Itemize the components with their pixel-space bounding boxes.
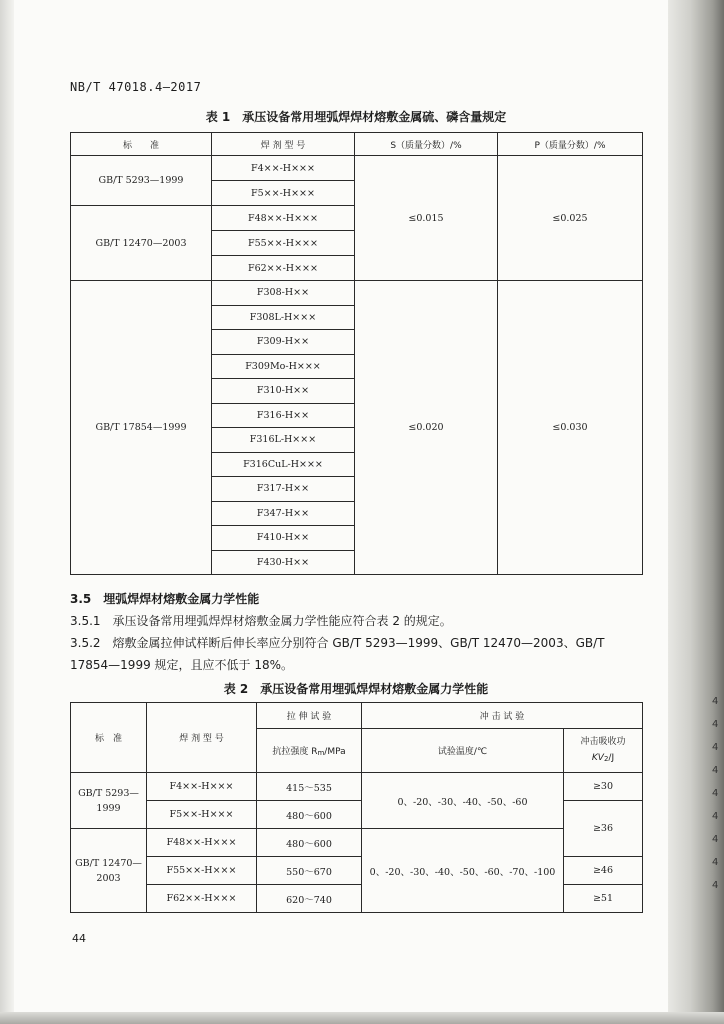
section-3-5-heading: 3.5 埋弧焊焊材熔敷金属力学性能: [70, 592, 260, 606]
table1-model-cell: F310-H××: [212, 379, 355, 404]
table2-tensile-cell: 415～535: [257, 773, 362, 801]
table2-header-tensile: 拉 伸 试 验: [257, 703, 362, 729]
table1-model-cell: F430-H××: [212, 550, 355, 575]
impact-energy-symbol: KV: [591, 753, 604, 763]
table1-header-model: 焊 剂 型 号: [212, 133, 355, 156]
table2-header-impact-temp: 试验温度/℃: [362, 729, 564, 773]
table1-model-cell: F317-H××: [212, 477, 355, 502]
scan-edge-bottom: [0, 1012, 724, 1024]
paragraph-3-5-2-line1: 3.5.2 熔敷金属拉伸试样断后伸长率应分别符合 GB/T 5293—1999、GB/T 12470—2003、GB/T: [70, 636, 605, 650]
table1-model-cell: F5××-H×××: [212, 181, 355, 206]
edge-mark: 4: [712, 696, 719, 707]
table2-standard-cell: [71, 773, 147, 829]
table2-caption: 表 2 承压设备常用埋弧焊焊材熔敷金属力学性能: [223, 682, 489, 696]
table2-tensile-cell: 480～600: [257, 829, 362, 857]
table2-standard-cell: [71, 829, 147, 913]
tensile-strength-subscript: m: [317, 749, 325, 757]
edge-mark: 4: [712, 857, 719, 868]
tensile-strength-unit: /MPa: [324, 747, 346, 757]
table2-tensile-cell: 480～600: [257, 801, 362, 829]
paragraph-3-5-1: 3.5.1 承压设备常用埋弧焊焊材熔敷金属力学性能应符合表 2 的规定。: [70, 614, 452, 628]
table1-standard-cell: GB/T 17854—1999: [71, 281, 212, 575]
impact-energy-suffix: /J: [608, 753, 615, 763]
standard-line: GB/T 5293—: [78, 787, 139, 799]
edge-mark: 4: [712, 742, 719, 753]
table2: [70, 702, 643, 913]
table2-model-cell: F4××-H×××: [147, 773, 257, 801]
table1-model-cell: F55××-H×××: [212, 231, 355, 256]
table1: [70, 132, 643, 575]
table2-energy-cell: ≥51: [564, 885, 643, 913]
table1-model-cell: F4××-H×××: [212, 156, 355, 181]
paragraph-3-5-2-line2: 17854—1999 规定，且应不低于 18%。: [70, 658, 294, 672]
table2-model-cell: F55××-H×××: [147, 857, 257, 885]
table1-standard-cell: GB/T 5293—1999: [71, 156, 212, 206]
table1-caption: 表 1 承压设备常用埋弧焊焊材熔敷金属硫、磷含量规定: [205, 110, 507, 124]
table1-model-cell: F308-H××: [212, 281, 355, 306]
table-row: [71, 829, 643, 857]
standard-line: 2003: [96, 872, 121, 884]
edge-marks: [712, 690, 722, 920]
table2-tensile-cell: 550～670: [257, 857, 362, 885]
table2-header-model: 焊 剂 型 号: [147, 703, 257, 773]
table1-p-cell: ≤0.025: [498, 156, 643, 281]
edge-mark: 4: [712, 719, 719, 730]
impact-energy-label: 冲击吸收功: [580, 737, 626, 747]
table1-standard-cell: GB/T 12470—2003: [71, 206, 212, 281]
table2-header-row: [71, 703, 643, 729]
standard-line: 1999: [96, 802, 121, 814]
table1-model-cell: F316-H××: [212, 403, 355, 428]
edge-mark: 4: [712, 811, 719, 822]
table1-model-cell: F316L-H×××: [212, 428, 355, 453]
edge-mark: 4: [712, 788, 719, 799]
table-row: [71, 281, 643, 306]
table1-p-cell: ≤0.030: [498, 281, 643, 575]
edge-mark: 4: [712, 765, 719, 776]
table2-header-standard: 标 准: [71, 703, 147, 773]
table1-model-cell: F410-H××: [212, 526, 355, 551]
table1-model-cell: F309Mo-H×××: [212, 354, 355, 379]
table1-model-cell: F316CuL-H×××: [212, 452, 355, 477]
impact-energy-subscript: 2: [603, 755, 609, 763]
table1-s-cell: ≤0.015: [355, 156, 498, 281]
table2-header-impact-energy: [564, 729, 643, 773]
tensile-strength-label: 抗拉强度 R: [272, 747, 318, 757]
table1-header-standard: 标 准: [71, 133, 212, 156]
table1-model-cell: F48××-H×××: [212, 206, 355, 231]
table2-energy-cell: ≥46: [564, 857, 643, 885]
table-row: [71, 156, 643, 181]
impact-energy-unit: [564, 750, 642, 767]
table2-temp-cell: 0、-20、-30、-40、-50、-60: [362, 773, 564, 829]
table2-energy-cell: ≥30: [564, 773, 643, 801]
table2-energy-cell: ≥36: [564, 801, 643, 857]
page-number: 44: [72, 932, 86, 945]
table1-header-p: P（质量分数）/%: [498, 133, 643, 156]
table1-model-cell: F308L-H×××: [212, 305, 355, 330]
table1-model-cell: F62××-H×××: [212, 256, 355, 281]
table-row: [71, 773, 643, 801]
document-number: NB/T 47018.4—2017: [70, 80, 202, 94]
table1-model-cell: F309-H××: [212, 330, 355, 355]
table1-model-cell: F347-H××: [212, 501, 355, 526]
table2-model-cell: F5××-H×××: [147, 801, 257, 829]
table1-header-s: S（质量分数）/%: [355, 133, 498, 156]
table2-model-cell: F48××-H×××: [147, 829, 257, 857]
edge-mark: 4: [712, 834, 719, 845]
table2-temp-cell: 0、-20、-30、-40、-50、-60、-70、-100: [362, 829, 564, 913]
table2-model-cell: F62××-H×××: [147, 885, 257, 913]
table2-header-impact: 冲 击 试 验: [362, 703, 643, 729]
table1-header-row: [71, 133, 643, 156]
standard-line: GB/T 12470—: [75, 857, 142, 869]
edge-mark: 4: [712, 880, 719, 891]
table2-tensile-cell: 620～740: [257, 885, 362, 913]
scan-edge-left: [0, 0, 14, 1024]
table1-s-cell: ≤0.020: [355, 281, 498, 575]
table2-header-tensile-strength: [257, 729, 362, 773]
